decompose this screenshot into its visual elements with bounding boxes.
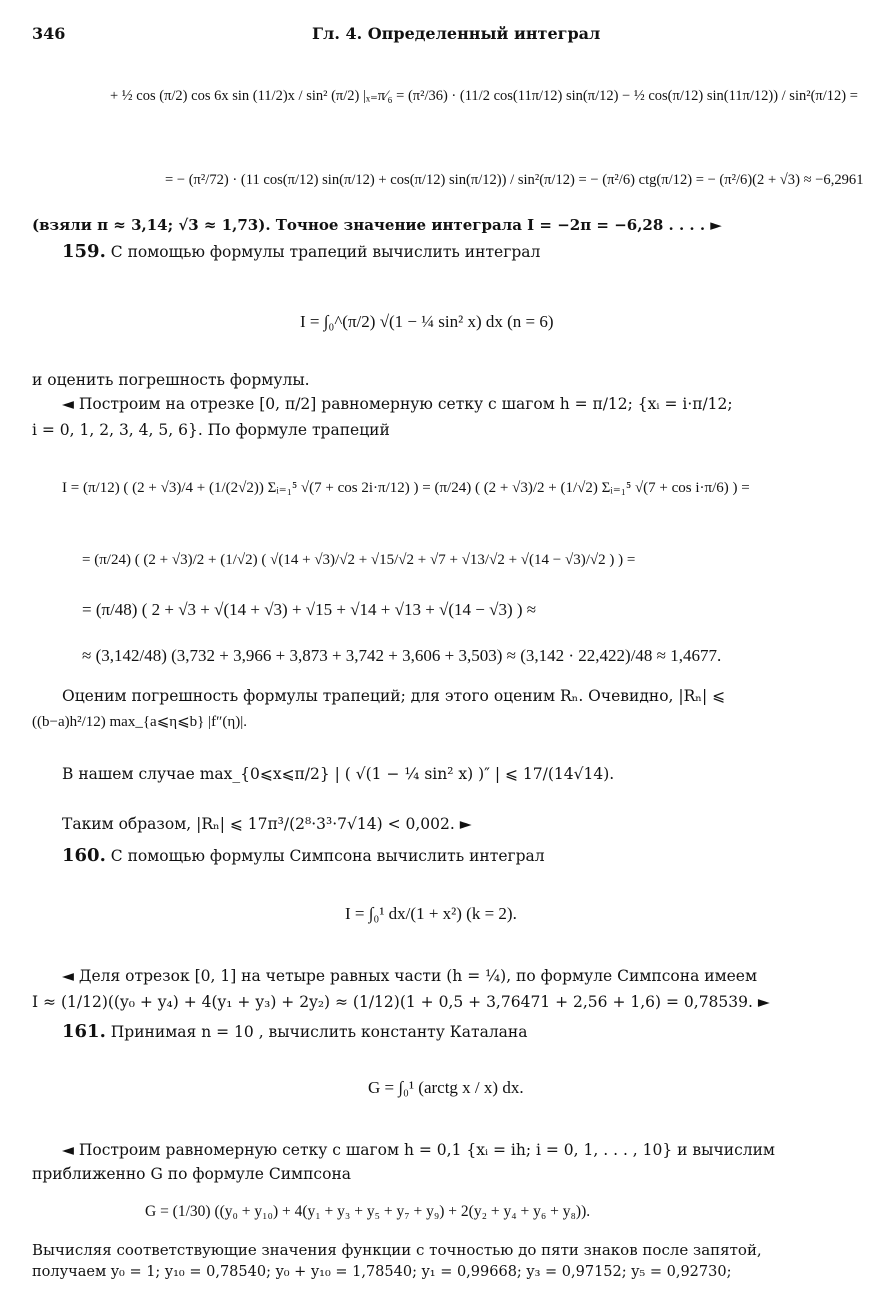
prev-equation-1: + ½ cos (π/2) cos 6x sin (11/2)x / sin² (π/2) |ₓ₌π⁄₆ = (π²/36) · (11/2 cos(11π/12) sin(π/12) − ½ cos(π/12) sin(11π/12)) / sin²(π/12) = [110, 88, 858, 104]
trapezoid-eq-3: = (π/48) ( 2 + √3 + √(14 + √3) + √15 + √14 + √13 + √(14 − √3) ) ≈ [82, 600, 537, 619]
solution-160-line-2: I ≈ (1/12)((y₀ + y₄) + 4(y₁ + y₃) + 2y₂) ≈ (1/12)(1 + 0,5 + 3,76471 + 2,56 + 1,6) = 0,78539. ► [32, 993, 770, 1011]
problem-161 [62, 1022, 528, 1042]
error-estimate-3: В нашем случае max_{0⩽x⩽π/2} | ( √(1 − ¼ sin² x) )″ | ⩽ 17/(14√14). [62, 765, 615, 783]
simpson-formula: G = (1/30) ((y₀ + y₁₀) + 4(y₁ + y₃ + y₅ + y₇ + y₉) + 2(y₂ + y₄ + y₆ + y₈)). [145, 1203, 591, 1220]
error-estimate-2: ((b−a)h²/12) max_{a⩽η⩽b} |f″(η)|. [32, 714, 247, 730]
page-number: 346 [32, 24, 66, 43]
trapezoid-eq-4: ≈ (3,142/48) (3,732 + 3,966 + 3,873 + 3,742 + 3,606 + 3,503) ≈ (3,142 · 22,422)/48 ≈ 1,4677. [82, 646, 722, 665]
problem-160-statement: С помощью формулы Симпсона вычислить интеграл [110, 847, 545, 865]
running-title: Гл. 4. Определенный интеграл [312, 24, 601, 43]
problem-159 [62, 242, 540, 262]
problem-160 [62, 846, 545, 866]
prev-note: (взяли π ≈ 3,14; √3 ≈ 1,73). Точное значение интеграла I = −2π = −6,28 . . . . ► [32, 216, 722, 234]
error-estimate-4: Таким образом, |Rₙ| ⩽ 17π³/(2⁸·3³·7√14) < 0,002. ► [62, 815, 472, 833]
solution-159-line-1: ◄ Построим на отрезке [0, π/2] равномерную сетку с шагом h = π/12; {xᵢ = i·π/12; [62, 395, 733, 413]
integral-160: I = ∫₀¹ dx/(1 + x²) (k = 2). [345, 904, 517, 923]
solution-159-line-2: i = 0, 1, 2, 3, 4, 5, 6}. По формуле трапеций [32, 421, 390, 439]
problem-160-number: 160. [62, 845, 106, 866]
problem-161-statement: Принимая n = 10 , вычислить константу Каталана [110, 1023, 528, 1041]
prev-equation-2: = − (π²/72) · (11 cos(π/12) sin(π/12) + cos(π/12) sin(π/12)) / sin²(π/12) = − (π²/6) ctg(π/12) = − (π²/6)(2 + √3) ≈ −6,2961 [165, 172, 864, 188]
trapezoid-eq-1: I = (π/12) ( (2 + √3)/4 + (1/(2√2)) Σᵢ₌₁⁵ √(7 + cos 2i·π/12) ) = (π/24) ( (2 + √3)/2 + (1/√2) Σᵢ₌₁⁵ √(7 + cos i·π/6) ) = [62, 480, 750, 496]
solution-160-line-1: ◄ Деля отрезок [0, 1] на четыре равных части (h = ¼), по формуле Симпсона имеем [62, 967, 758, 985]
solution-161-tail-1: Вычисляя соответствующие значения функции с точностью до пяти знаков после запятой, [32, 1241, 762, 1259]
error-estimate-1: Оценим погрешность формулы трапеций; для этого оценим Rₙ. Очевидно, |Rₙ| ⩽ [62, 687, 726, 705]
integral-159: I = ∫₀^(π/2) √(1 − ¼ sin² x) dx (n = 6) [300, 312, 554, 331]
problem-161-number: 161. [62, 1021, 106, 1042]
solution-161-line-2: приближенно G по формуле Симпсона [32, 1165, 352, 1183]
solution-161-line-1: ◄ Построим равномерную сетку с шагом h = 0,1 {xᵢ = ih; i = 0, 1, . . . , 10} и вычислим [62, 1141, 775, 1159]
problem-159-tail: и оценить погрешность формулы. [32, 371, 310, 389]
trapezoid-eq-2: = (π/24) ( (2 + √3)/2 + (1/√2) ( √(14 + √3)/√2 + √15/√2 + √7 + √13/√2 + √(14 − √3)/√2 ) ) = [82, 552, 636, 568]
catalan-integral: G = ∫₀¹ (arctg x / x) dx. [368, 1078, 524, 1097]
problem-159-statement: С помощью формулы трапеций вычислить интеграл [110, 243, 541, 261]
problem-159-number: 159. [62, 241, 106, 262]
solution-161-tail-2: получаем y₀ = 1; y₁₀ = 0,78540; y₀ + y₁₀ = 1,78540; y₁ = 0,99668; y₃ = 0,97152; y₅ = 0,92730; [32, 1264, 732, 1280]
